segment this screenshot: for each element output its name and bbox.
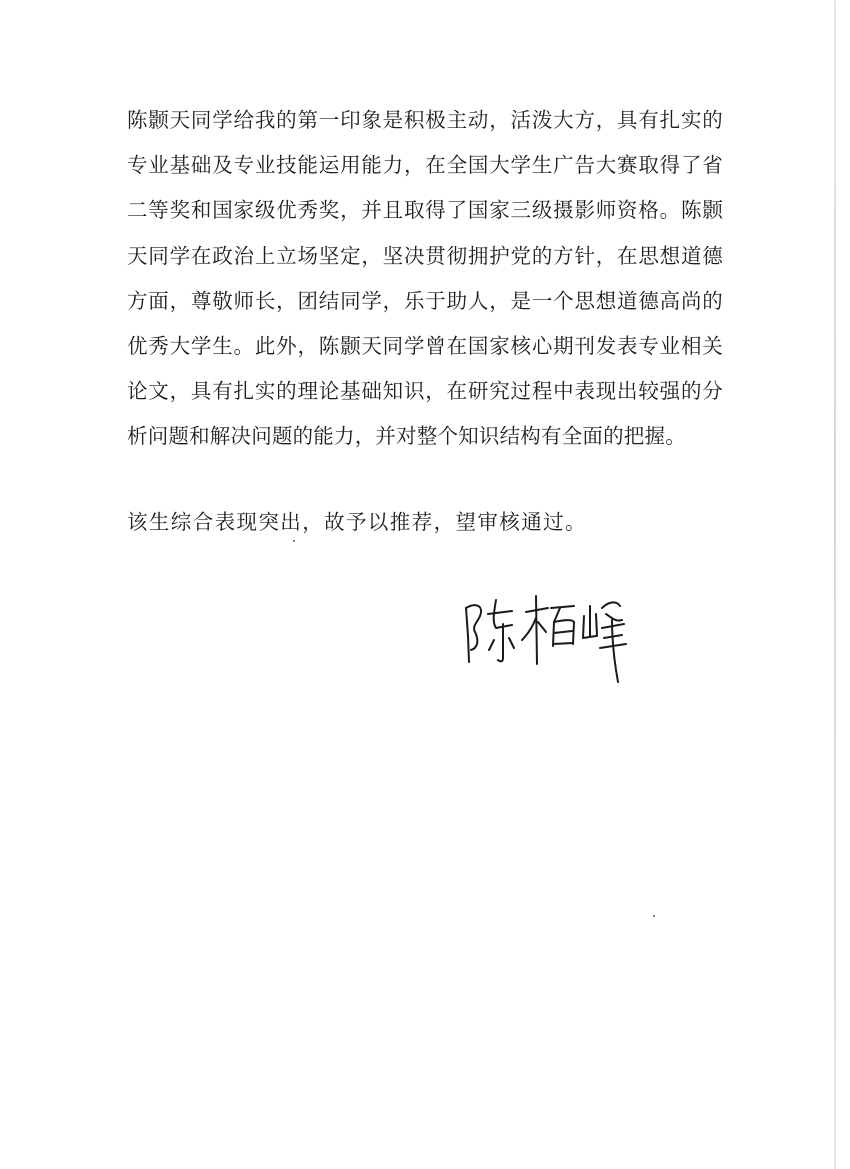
letter-body — [127, 98, 723, 460]
handwritten-signature — [456, 578, 646, 693]
scan-speck — [293, 540, 295, 542]
body-paragraph: 陈颢天同学给我的第一印象是积极主动，活泼大方，具有扎实的专业基础及专业技能运用能力，在全国大学生广告大赛取得了省二等奖和国家级优秀奖，并且取得了国家三级摄影师资格。陈颢天同学在政治上立场坚定，坚决贯彻拥护党的方针，在思想道德方面，尊敬师长，团结同学，乐于助人，是一个思想道德高尚的优秀大学生。此外，陈颢天同学曾在国家核心期刊发表专业相关论文，具有扎实的理论基础知识，在研究过程中表现出较强的分析问题和解决问题的能力，并对整个知识结构有全面的把握。 — [127, 108, 723, 449]
scan-speck — [653, 915, 655, 917]
scan-edge-shadow — [834, 0, 836, 1169]
closing-line: 该生综合表现突出，故予以推荐，望审核通过。 — [127, 510, 587, 534]
